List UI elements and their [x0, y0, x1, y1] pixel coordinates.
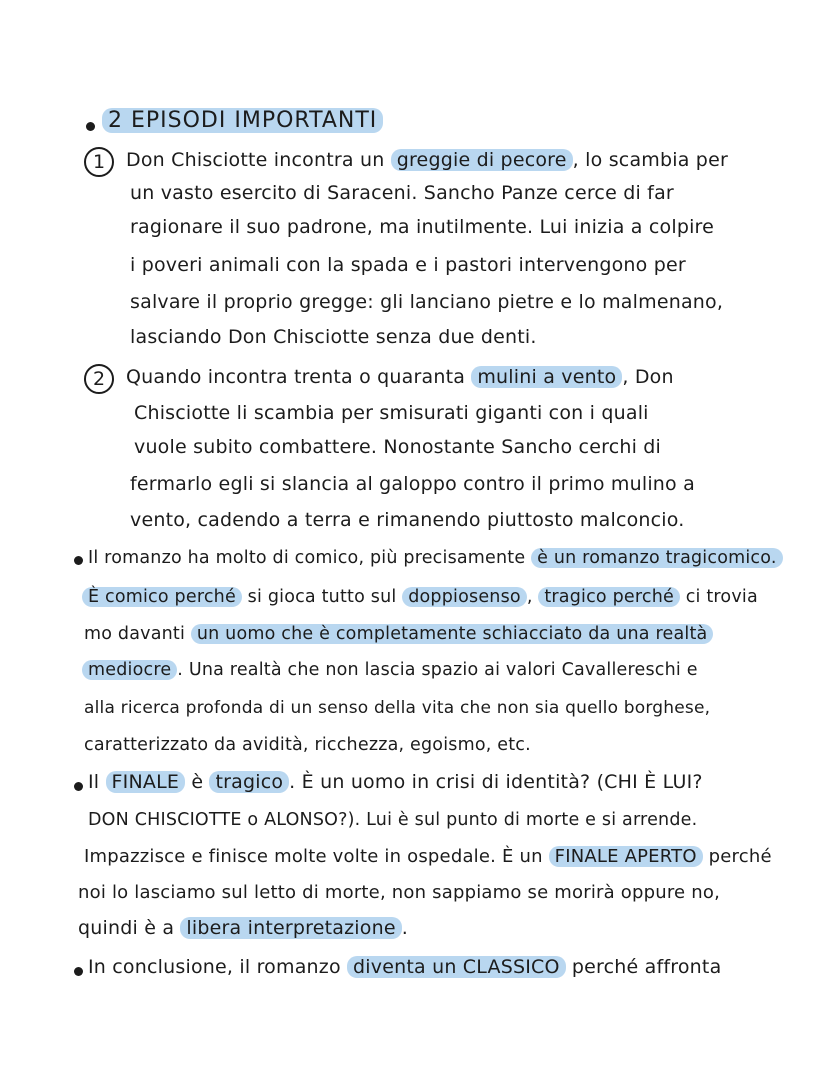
- text-segment: mo davanti: [84, 624, 191, 644]
- bullet-para-5: [74, 967, 83, 976]
- text-segment: ,: [526, 587, 539, 607]
- highlighted-text: È comico perché: [82, 587, 242, 607]
- highlighted-text: tragico perché: [538, 587, 680, 607]
- episode-1-number: 1: [84, 147, 114, 177]
- highlighted-text: mulini a vento: [471, 366, 622, 388]
- text-segment: In conclusione, il romanzo: [88, 956, 348, 978]
- text-segment: Don Chisciotte incontra un: [126, 149, 391, 171]
- para-3-line-2: [82, 582, 758, 612]
- para-4-line-3: [84, 842, 772, 872]
- episode-1-line-3: ragionare il suo padrone, ma inutilmente. Lui inizia a colpire: [130, 216, 715, 238]
- para-3-line-4: [82, 655, 698, 685]
- text-segment: . Una realtà che non lascia spazio ai valori Cavallereschi e: [177, 660, 698, 680]
- text-segment: .: [401, 917, 408, 939]
- highlighted-text: libera interpretazione: [180, 917, 401, 939]
- text-segment: Il romanzo ha molto di comico, più precisamente: [88, 548, 532, 568]
- text-segment: è: [185, 771, 210, 793]
- para-5-line-1: [88, 952, 721, 982]
- bullet-title: [86, 122, 95, 131]
- episode-2-line-5: vento, cadendo a terra e rimanendo piuttosto malconcio.: [130, 509, 685, 531]
- para-4-line-5: [78, 913, 408, 943]
- highlighted-text: tragico: [209, 771, 289, 793]
- text-segment: perché affronta: [565, 956, 722, 978]
- highlighted-text: un uomo che è completamente schiacciato da una realtà: [191, 624, 714, 644]
- highlighted-text: 2 EPISODI IMPORTANTI: [102, 108, 383, 133]
- highlighted-text: mediocre: [82, 660, 177, 680]
- text-segment: , lo scambia per: [572, 149, 728, 171]
- text-segment: quindi è a: [78, 917, 181, 939]
- episode-2-line-1: [126, 362, 674, 392]
- section-title: [102, 106, 383, 136]
- episode-1-line-2: un vasto esercito di Saraceni. Sancho Panze cerce di far: [130, 182, 674, 204]
- episode-2-number: 2: [84, 364, 114, 394]
- text-segment: Impazzisce e finisce molte volte in ospedale. È un: [84, 846, 549, 867]
- para-4-line-4: noi lo lasciamo sul letto di morte, non sappiamo se morirà oppure no,: [78, 882, 720, 903]
- highlighted-text: è un romanzo tragicomico.: [531, 548, 782, 568]
- para-3-line-5: alla ricerca profonda di un senso della vita che non sia quello borghese,: [84, 698, 711, 718]
- para-3-line-6: caratterizzato da avidità, ricchezza, egoismo, etc.: [84, 735, 531, 755]
- highlighted-text: greggie di pecore: [391, 149, 573, 171]
- text-segment: Il: [88, 771, 106, 793]
- highlighted-text: doppiosenso: [402, 587, 527, 607]
- bullet-para-3: [74, 556, 83, 565]
- episode-1-line-6: lasciando Don Chisciotte senza due denti.: [130, 326, 537, 348]
- para-4-line-2: DON CHISCIOTTE o ALONSO?). Lui è sul punto di morte e si arrende.: [88, 810, 698, 830]
- text-segment: ci trovia: [679, 587, 758, 607]
- episode-2-line-4: fermarlo egli si slancia al galoppo contro il primo mulino a: [130, 473, 695, 495]
- bullet-para-4: [74, 782, 83, 791]
- episode-1-line-5: salvare il proprio gregge: gli lanciano pietre e lo malmenano,: [130, 291, 724, 313]
- para-3-line-3: [84, 619, 713, 649]
- episode-2-line-2: Chisciotte li scambia per smisurati giganti con i quali: [134, 402, 649, 424]
- highlighted-text: FINALE APERTO: [549, 846, 703, 867]
- episode-2-line-3: vuole subito combattere. Nonostante Sancho cerchi di: [134, 436, 662, 458]
- episode-1-line-4: i poveri animali con la spada e i pastori intervengono per: [130, 254, 686, 276]
- para-3-line-1: [88, 543, 783, 573]
- text-segment: Quando incontra trenta o quaranta: [126, 366, 472, 388]
- highlighted-text: diventa un CLASSICO: [347, 956, 566, 978]
- text-segment: si gioca tutto sul: [241, 587, 403, 607]
- text-segment: . È un uomo in crisi di identità? (CHI È LUI?: [289, 771, 703, 793]
- highlighted-text: FINALE: [106, 771, 186, 793]
- para-4-line-1: [88, 767, 703, 797]
- text-segment: perché: [702, 846, 772, 867]
- text-segment: , Don: [622, 366, 674, 388]
- episode-1-line-1: [126, 145, 728, 175]
